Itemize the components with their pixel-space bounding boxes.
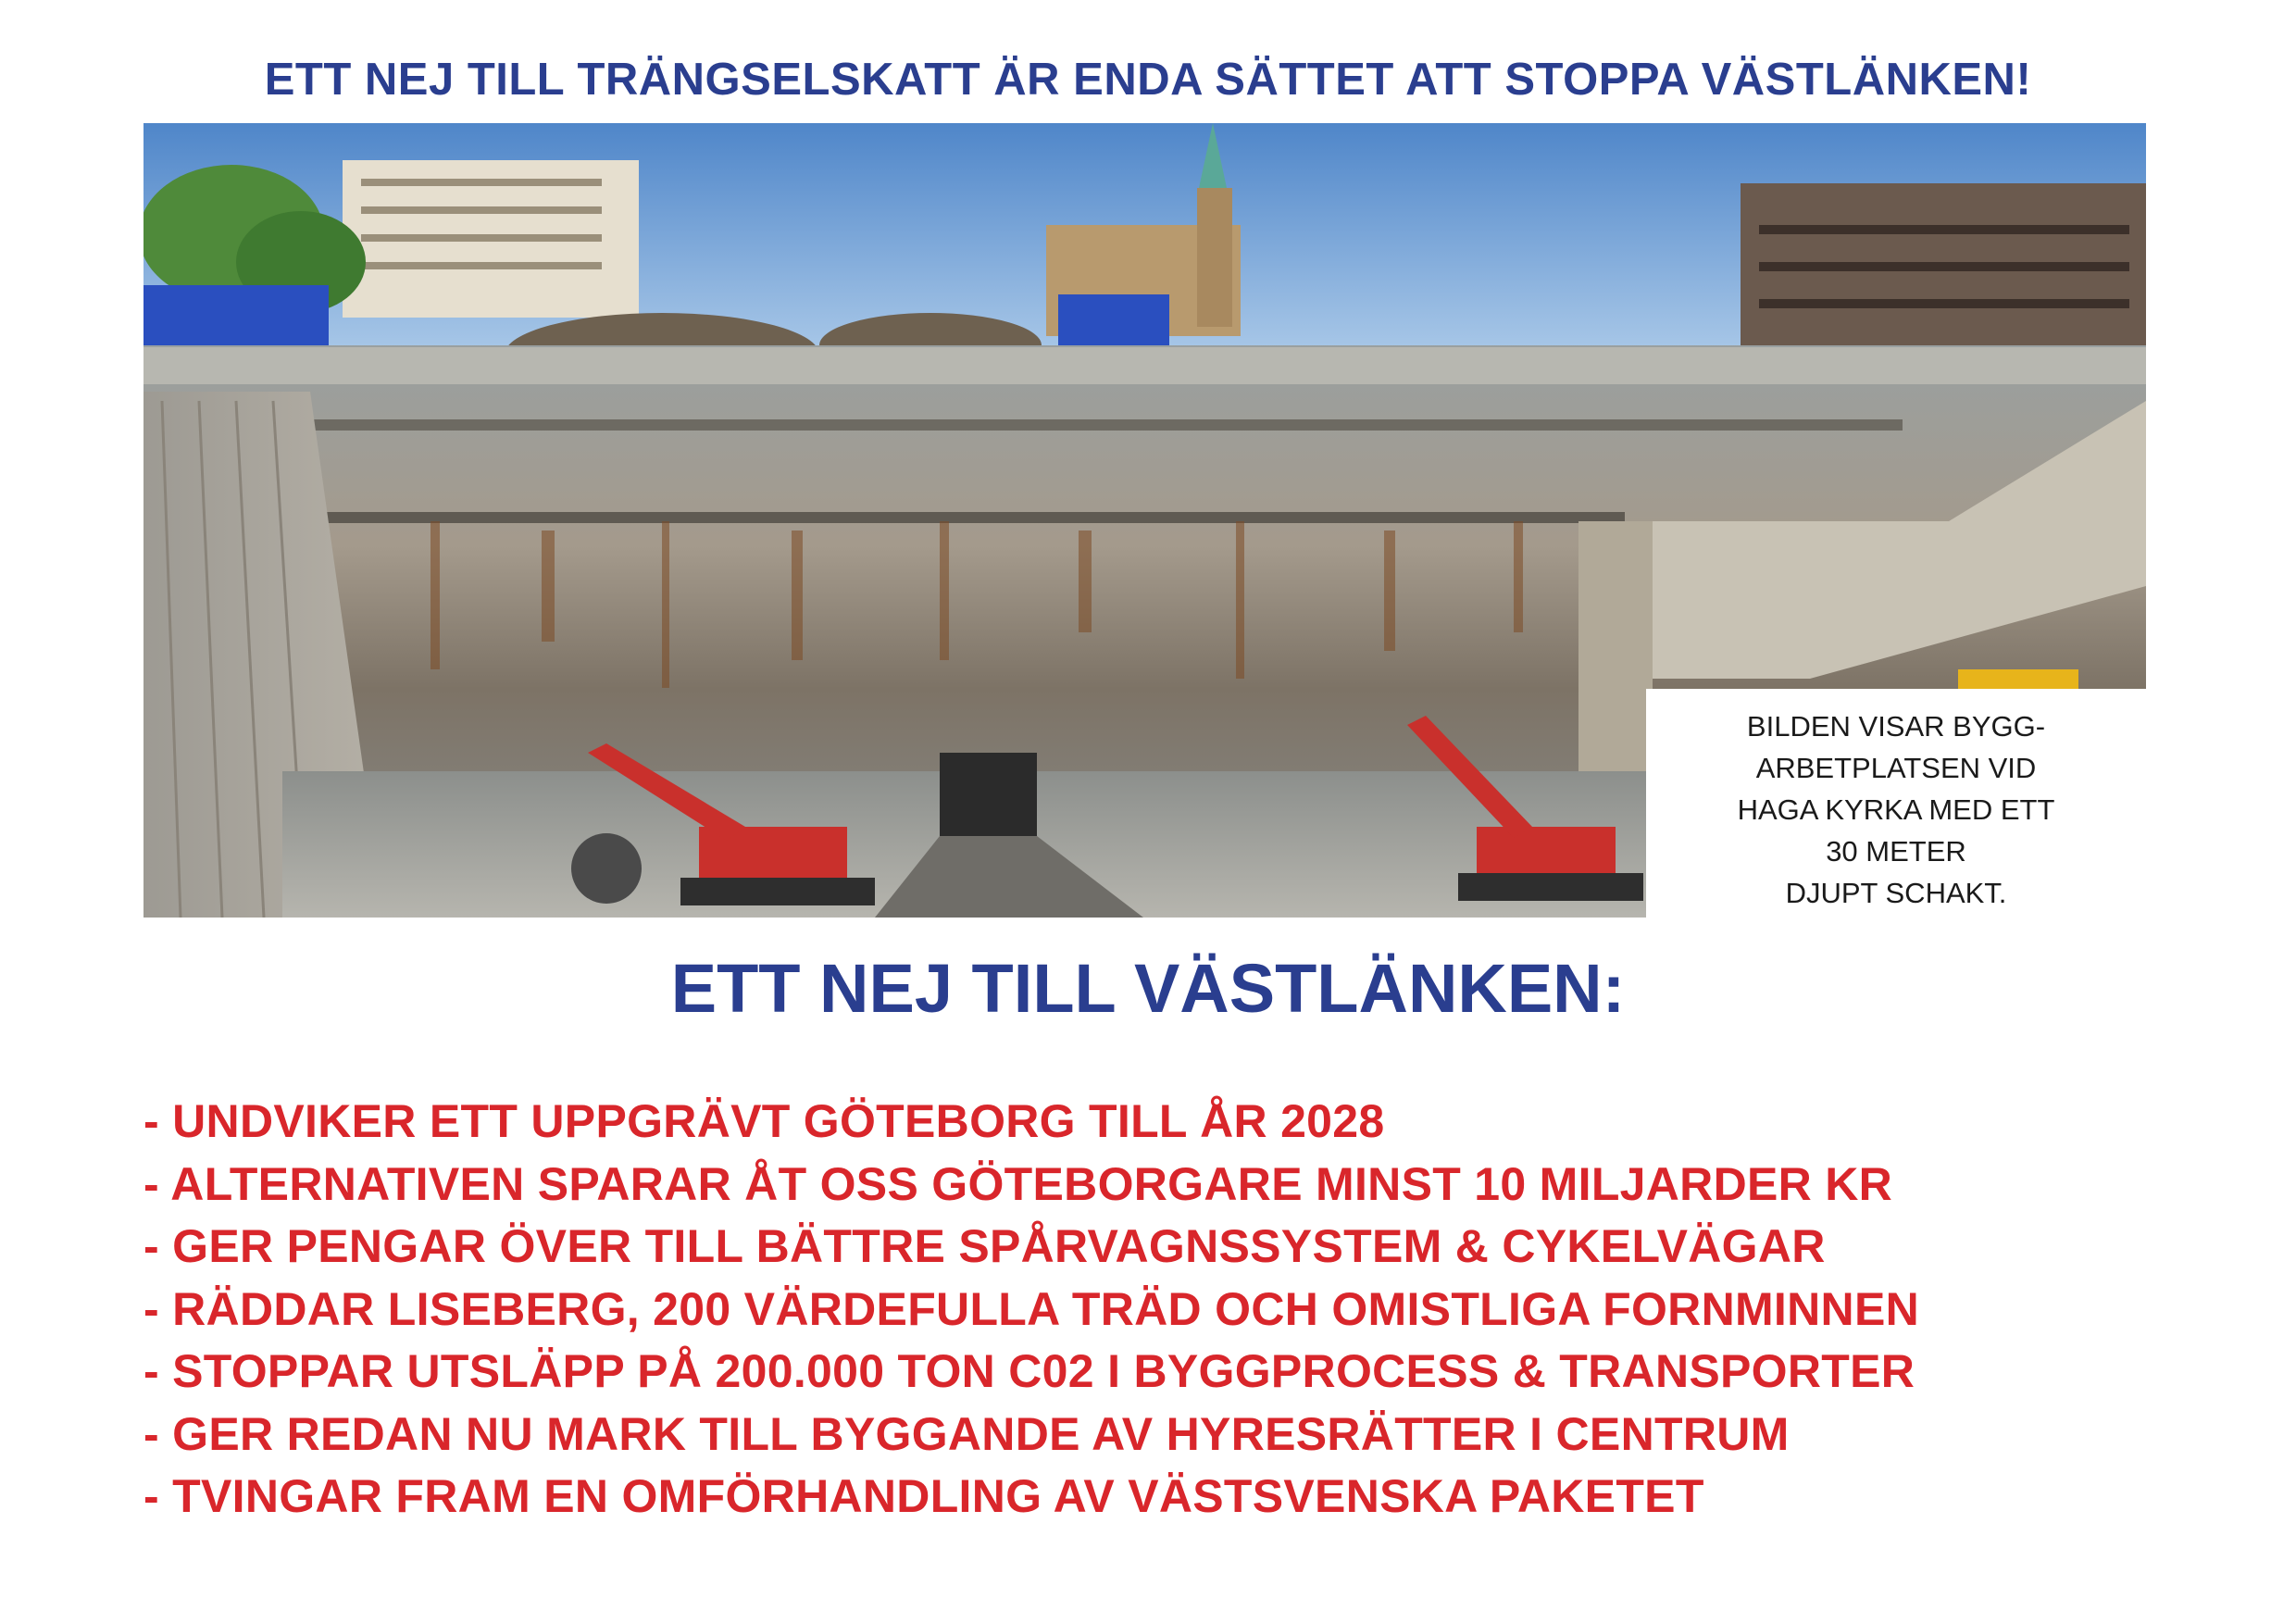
caption-line: DJUPT SCHAKT.: [1785, 877, 2007, 909]
list-item: - UNDVIKER ETT UPPGRÄVT GÖTEBORG TILL ÅR 2028: [144, 1095, 1385, 1147]
sub-headline: ETT NEJ TILL VÄSTLÄNKEN:: [670, 950, 1626, 1027]
caption-line: HAGA KYRKA MED ETT: [1737, 793, 2055, 826]
caption-line: BILDEN VISAR BYGG-: [1746, 710, 2046, 743]
list-item: - ALTERNATIVEN SPARAR ÅT OSS GÖTEBORGARE MINST 10 MILJARDER KR: [144, 1157, 1893, 1210]
photo-caption: [1646, 705, 2146, 914]
main-headline: ETT NEJ TILL TRÄNGSELSKATT ÄR ENDA SÄTTET ATT STOPPA VÄSTLÄNKEN!: [264, 55, 2032, 105]
caption-line: ARBETPLATSEN VID: [1755, 752, 2037, 784]
list-item: - TVINGAR FRAM EN OMFÖRHANDLING AV VÄSTSVENSKA PAKETET: [144, 1470, 1704, 1522]
caption-line: 30 METER: [1826, 835, 1966, 868]
list-item: - GER REDAN NU MARK TILL BYGGANDE AV HYRESRÄTTER I CENTRUM: [144, 1407, 1790, 1460]
list-item: - GER PENGAR ÖVER TILL BÄTTRE SPÅRVAGNSSYSTEM & CYKELVÄGAR: [144, 1220, 1826, 1272]
argument-list: [144, 1091, 1919, 1529]
list-item: - STOPPAR UTSLÄPP PÅ 200.000 TON C02 I BYGGPROCESS & TRANSPORTER: [144, 1345, 1915, 1397]
list-item: - RÄDDAR LISEBERG, 200 VÄRDEFULLA TRÄD OCH OMISTLIGA FORNMINNEN: [144, 1282, 1919, 1335]
